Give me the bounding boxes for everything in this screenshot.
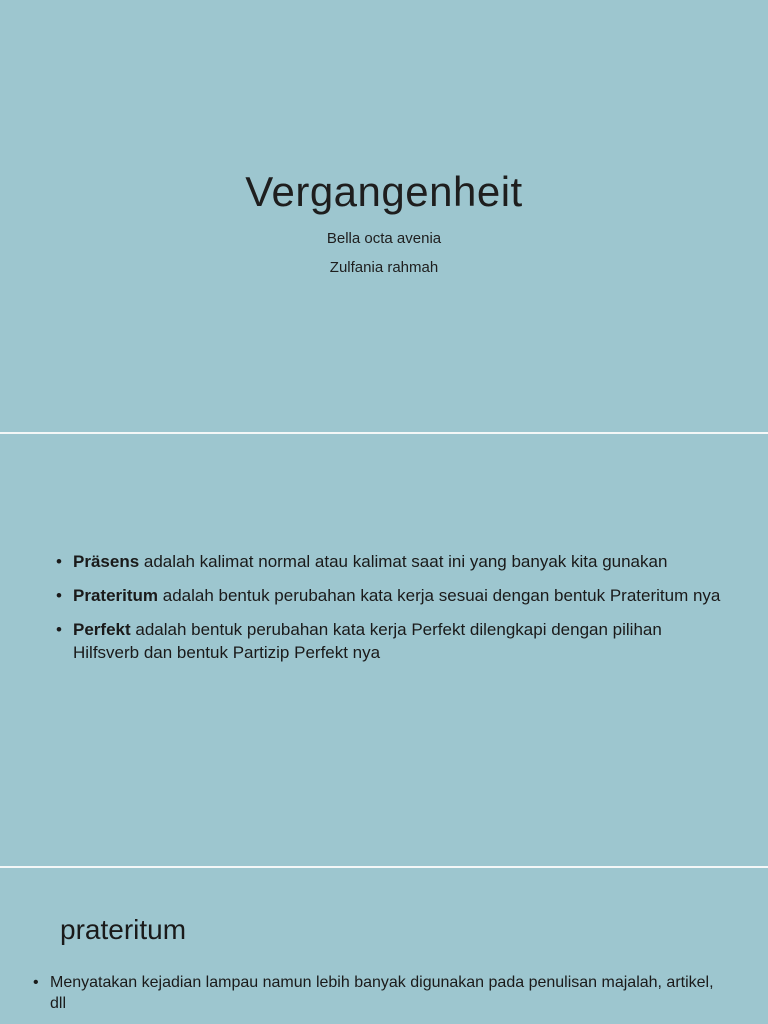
bullet-term: Präsens — [73, 552, 140, 571]
slide-title-heading: Vergangenheit — [245, 168, 523, 215]
author-name: Bella octa avenia — [326, 230, 442, 247]
slide-prateritum[interactable] — [0, 868, 768, 1024]
bullet-text: adalah bentuk perubahan kata kerja Perfekt dilengkapi dengan pilihan Hilfsverb dan bentuk Partizip Perfekt nya — [73, 620, 662, 662]
bullet-icon: • — [56, 620, 62, 639]
bullet-icon: • — [56, 586, 62, 605]
bullet-term: Prateritum — [73, 586, 159, 605]
bullet-text: adalah bentuk perubahan kata kerja sesuai dengan bentuk Prateritum nya — [158, 586, 721, 605]
slide-title[interactable] — [0, 0, 768, 432]
bullet-item — [56, 618, 726, 664]
bullet-icon: • — [56, 552, 62, 571]
bullet-term: Perfekt — [73, 620, 131, 639]
bullet-item — [56, 550, 726, 573]
bullet-item — [33, 972, 733, 1014]
author-name: Zulfania rahmah — [329, 259, 439, 276]
slide-heading: prateritum — [60, 914, 187, 945]
slide-definitions[interactable] — [0, 434, 768, 866]
bullet-icon: • — [33, 974, 39, 991]
bullet-list — [33, 972, 733, 1024]
bullet-text: adalah kalimat normal atau kalimat saat ini yang banyak kita gunakan — [139, 552, 668, 571]
bullet-item — [56, 584, 726, 607]
bullet-list — [56, 550, 726, 675]
bullet-text: Menyatakan kejadian lampau namun lebih banyak digunakan pada penulisan majalah, artikel, dll — [50, 974, 714, 1012]
